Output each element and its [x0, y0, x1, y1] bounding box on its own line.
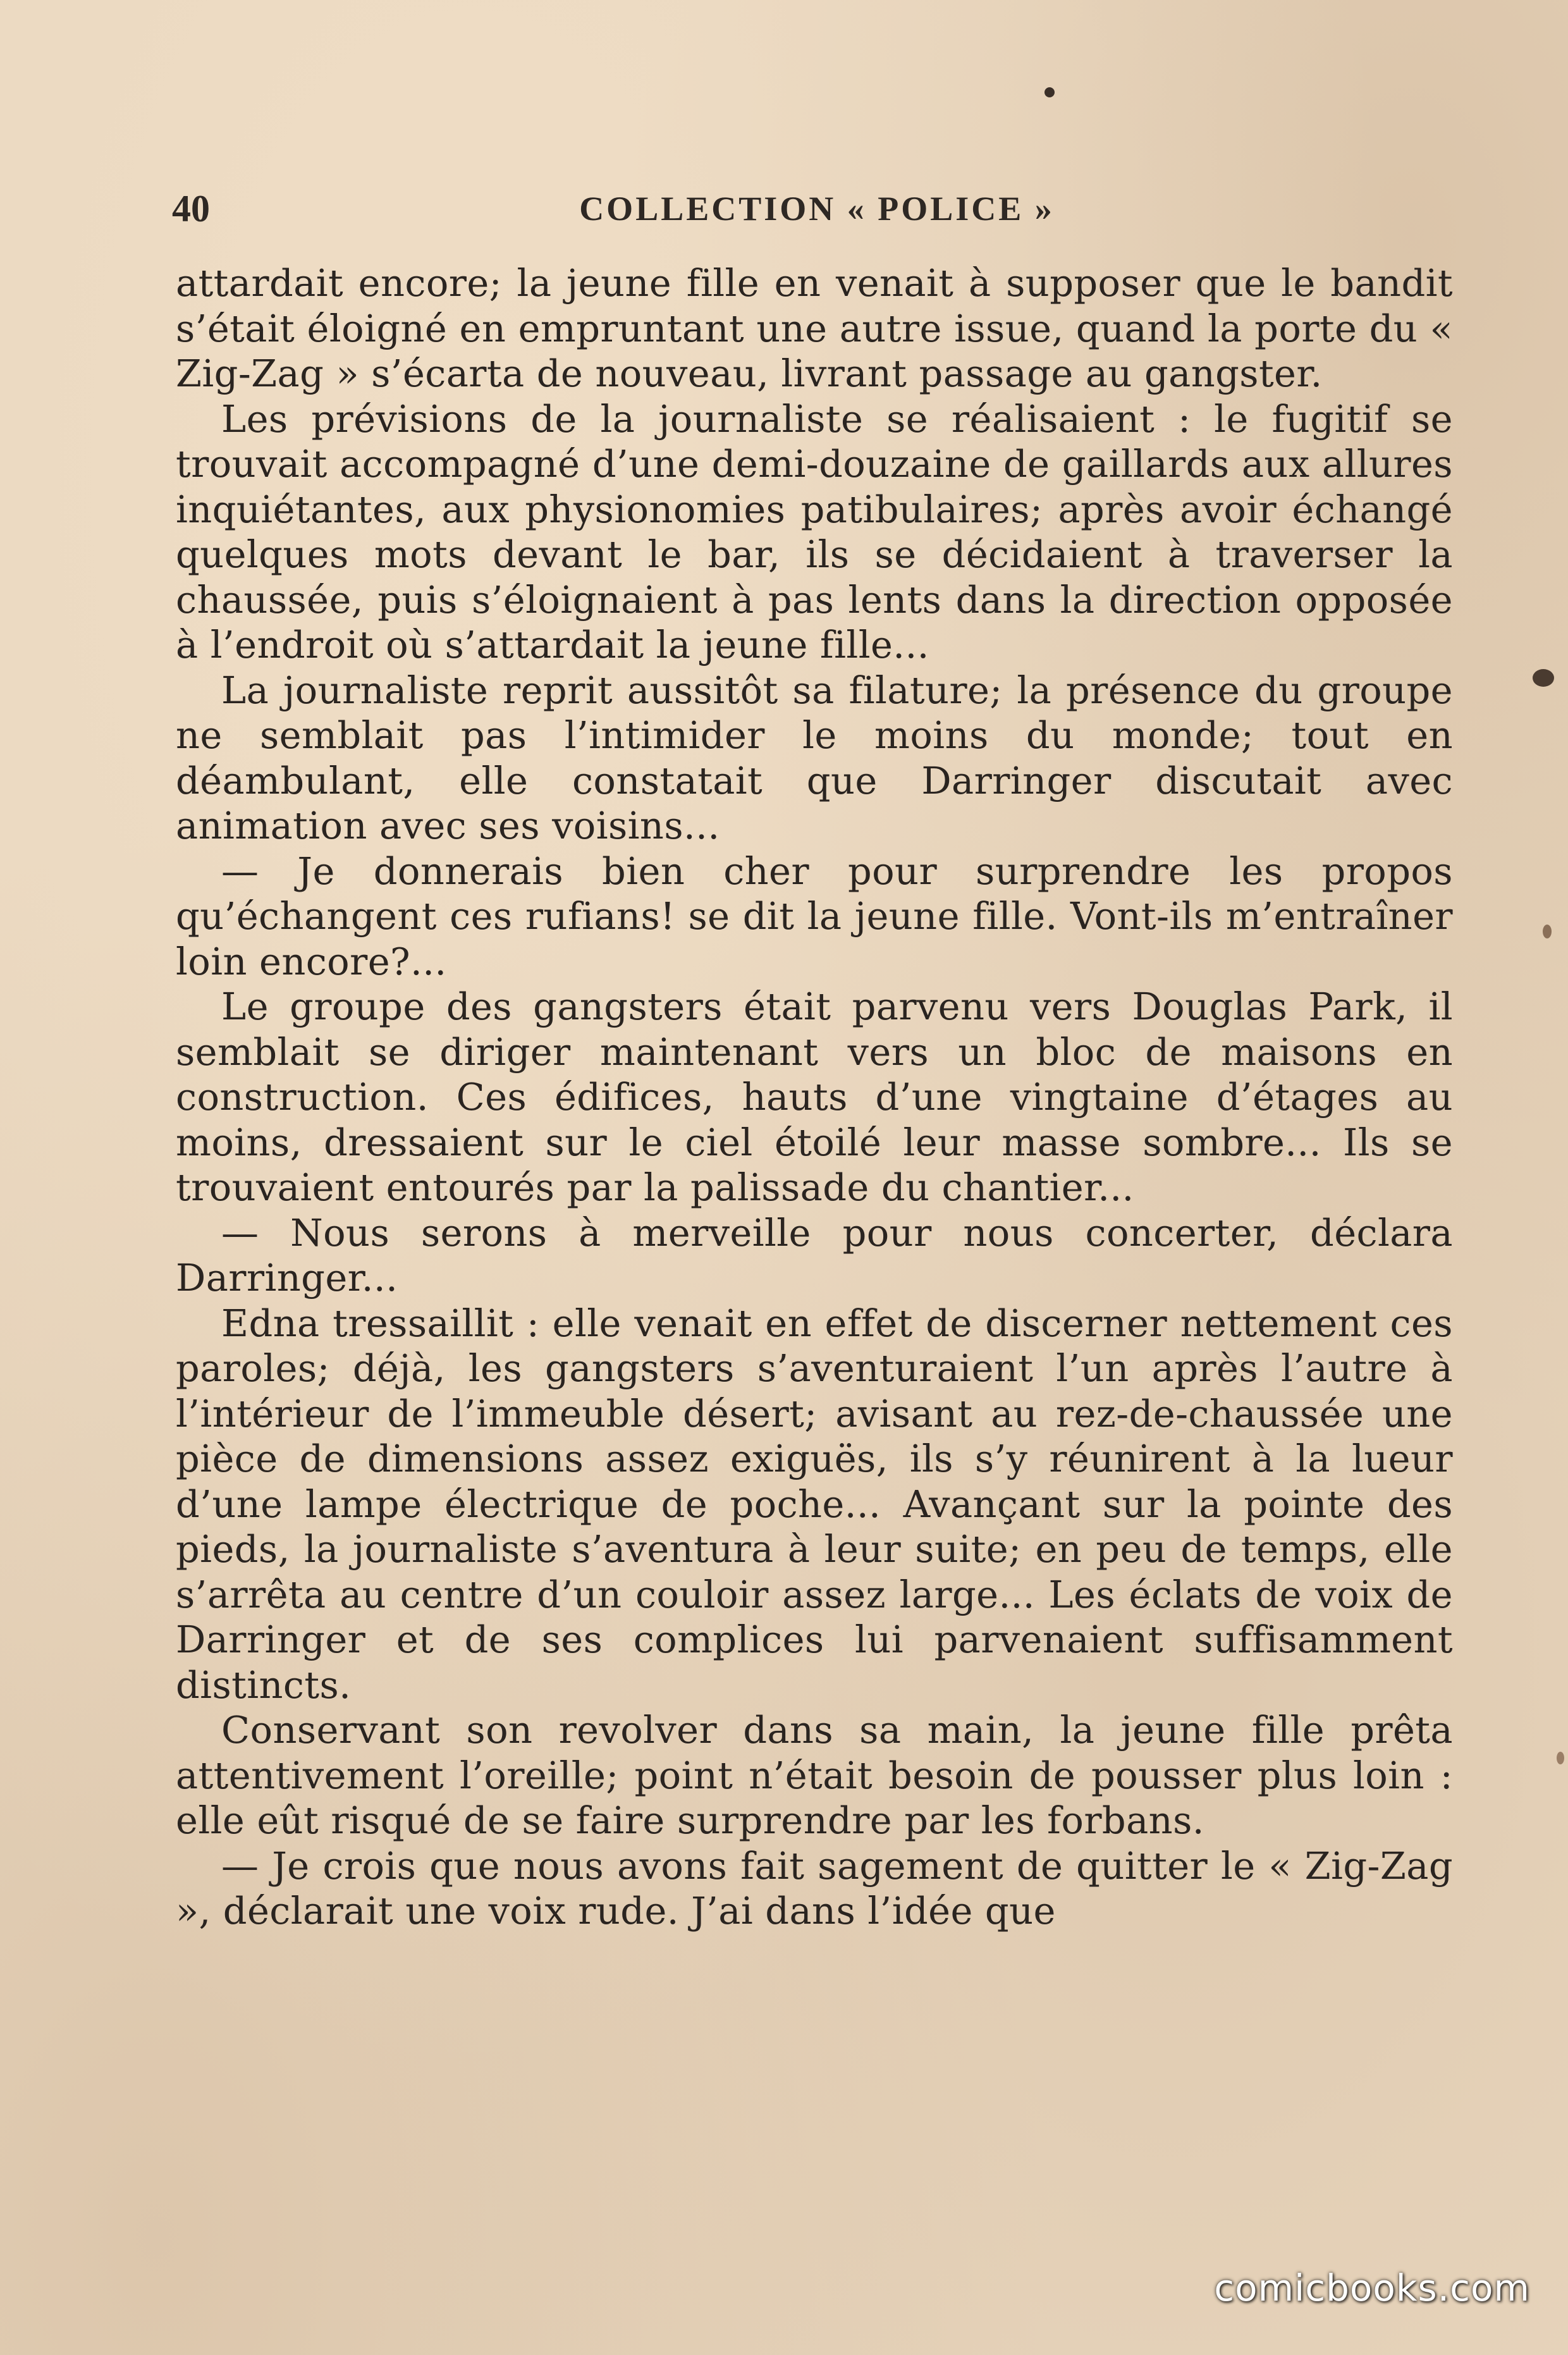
paragraph: Edna tressaillit : elle venait en effet de discerner nettement ces paroles; déjà, les gangsters s’aventuraient l’un après l’autre à l’intérieur de l’immeuble désert; avisant au rez-de-chaussée une pièce de dimensions assez exiguës, ils s’y réunirent à la lueur d’une lampe électrique de poche... Avançant sur la pointe des pieds, la journaliste s’aventura à leur suite; en peu de temps, elle s’arrêta au centre d’un couloir assez large... Les éclats de voix de Darringer et de ses complices lui parvenaient suffisamment distincts.: [176, 1301, 1453, 1707]
paper-stain: [1533, 669, 1554, 687]
paragraph: attardait encore; la jeune fille en venait à supposer que le bandit s’était éloigné en empruntant une autre issue, quand la porte du « Zig-Zag » s’écarta de nouveau, livrant passage au gangster.: [176, 261, 1453, 395]
dialogue-paragraph: — Nous serons à merveille pour nous concerter, déclara Darringer...: [176, 1210, 1453, 1300]
paragraph: La journaliste reprit aussitôt sa filature; la présence du groupe ne semblait pas l’intimider le moins du monde; tout en déambulant, elle constatait que Darringer discutait avec animation avec ses voisins...: [176, 668, 1453, 847]
paper-stain: [1543, 925, 1552, 938]
dialogue-paragraph: — Je crois que nous avons fait sagement de quitter le « Zig-Zag », déclarait une voix rude. J’ai dans l’idée que: [176, 1843, 1453, 1933]
dialogue-paragraph: — Je donnerais bien cher pour surprendre les propos qu’échangent ces rufians! se dit la jeune fille. Vont-ils m’entraîner loin encore?...: [176, 849, 1453, 983]
paragraph: Les prévisions de la journaliste se réalisaient : le fugitif se trouvait accompagné d’une demi-douzaine de gaillards aux allures inquiétantes, aux physionomies patibulaires; après avoir échangé quelques mots devant le bar, ils se décidaient à traverser la chaussée, puis s’éloignaient à pas lents dans la direction opposée à l’endroit où s’attardait la jeune fille...: [176, 397, 1453, 667]
page-number: 40: [172, 188, 210, 230]
body-text: [176, 261, 1453, 1934]
collection-title: COLLECTION « POLICE »: [579, 190, 1055, 228]
site-watermark: comicbooks.com: [1214, 2266, 1530, 2309]
running-head: [172, 183, 1462, 234]
paper-stain: [1557, 1752, 1564, 1764]
paragraph: Conservant son revolver dans sa main, la jeune fille prêta attentivement l’oreille; point n’était besoin de pousser plus loin : elle eût risqué de se faire surprendre par les forbans.: [176, 1708, 1453, 1842]
ink-speck: [1044, 87, 1055, 97]
paragraph: Le groupe des gangsters était parvenu vers Douglas Park, il semblait se diriger maintenant vers un bloc de maisons en construction. Ces édifices, hauts d’une vingtaine d’étages au moins, dressaient sur le ciel étoilé leur masse sombre... Ils se trouvaient entourés par la palissade du chantier...: [176, 985, 1453, 1209]
